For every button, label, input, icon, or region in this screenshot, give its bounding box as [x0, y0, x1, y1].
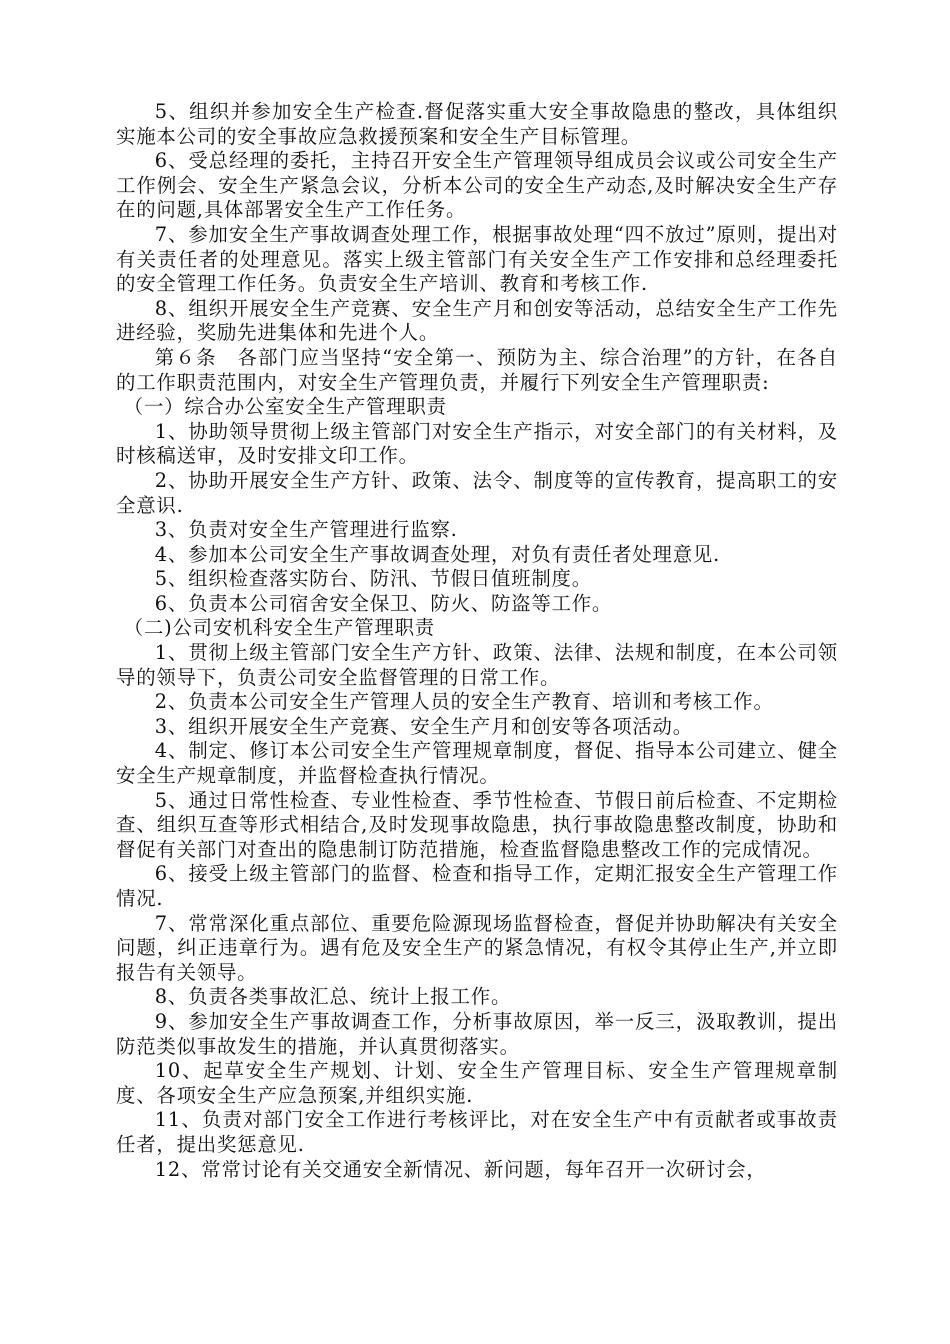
- paragraph-safety-item-2: 2、负责本公司安全生产管理人员的安全生产教育、培训和考核工作。: [154, 690, 774, 714]
- paragraph-office-item-2: 2、协助开展安全生产方针、政策、法令、制度等的宣传教育，提高职工的安全意识.: [116, 468, 838, 517]
- paragraph-item-7-accident-investigation: 7、参加安全生产事故调查处理工作，根据事故处理“四不放过”原则，提出对有关责任者的处理意见。落实上级主管部门有关安全生产工作安排和总经理委托的安全管理工作任务。负责安全生产培训、教育和考核工作.: [116, 222, 838, 296]
- paragraph-safety-item-3: 3、组织开展安全生产竞赛、安全生产月和创安等各项活动。: [154, 714, 693, 738]
- paragraph-office-item-4: 4、参加本公司安全生产事故调查处理，对负有责任者处理意见.: [154, 542, 721, 566]
- paragraph-office-item-6: 6、负责本公司宿舍安全保卫、防火、防盗等工作。: [154, 591, 613, 615]
- section-heading-safety-dept: （二)公司安机科安全生产管理职责: [123, 616, 435, 640]
- paragraph-safety-item-11: 11、负责对部门安全工作进行考核评比，对在安全生产中有贡献者或事故责任者，提出奖惩意见.: [116, 1108, 838, 1156]
- paragraph-safety-item-9: 9、参加安全生产事故调查工作，分析事故原因，举一反三，汲取教训，提出防范类似事故发生的措施，并认真贯彻落实。: [116, 1009, 838, 1058]
- paragraph-item-5-org-inspection: 5、组织并参加安全生产检查.督促落实重大安全事故隐患的整改，具体组织实施本公司的安全事故应急救援预案和安全生产目标管理。: [116, 100, 838, 148]
- paragraph-safety-item-4: 4、制定、修订本公司安全生产管理规章制度，督促、指导本公司建立、健全安全生产规章制度，并监督检查执行情况。: [116, 739, 838, 788]
- paragraph-office-item-1: 1、协助领导贯彻上级主管部门对安全生产指示，对安全部门的有关材料，及时核稿送审，及时安排文印工作。: [116, 419, 838, 468]
- paragraph-safety-item-7: 7、常常深化重点部位、重要危险源现场监督检查，督促并协助解决有关安全问题，纠正违章行为。遇有危及安全生产的紧急情况，有权令其停止生产,并立即报告有关领导。: [116, 911, 838, 984]
- paragraph-item-8-competitions: 8、组织开展安全生产竞赛、安全生产月和创安等活动，总结安全生产工作先进经验，奖励先进集体和先进个人。: [116, 296, 838, 345]
- paragraph-safety-item-10: 10、起草安全生产规划、计划、安全生产管理目标、安全生产管理规章制度、各项安全生产应急预案,并组织实施.: [116, 1059, 838, 1107]
- paragraph-safety-item-1: 1、贯彻上级主管部门安全生产方针、政策、法律、法规和制度，在本公司领导的领导下，负责公司安全监督管理的日常工作。: [116, 641, 838, 689]
- paragraph-office-item-3: 3、负责对安全生产管理进行监察.: [154, 518, 458, 542]
- document-page: [116, 100, 838, 1182]
- section-heading-general-office: （一）综合办公室安全生产管理职责: [123, 395, 447, 419]
- paragraph-safety-item-5: 5、通过日常性检查、专业性检查、季节性检查、节假日前后检查、不定期检查、组织互查等形式相结合,及时发现事故隐患，执行事故隐患整改制度，协助和督促有关部门对查出的隐患制订防范措施，检查监督隐患整改工作的完成情况。: [116, 788, 838, 861]
- paragraph-safety-item-8: 8、负责各类事故汇总、统计上报工作。: [154, 985, 512, 1009]
- paragraph-safety-item-12: 12、常常讨论有关交通安全新情况、新问题，每年召开一次研讨会，: [154, 1157, 767, 1181]
- paragraph-article-6: 第６条 各部门应当坚持“安全第一、预防为主、综合治理”的方针，在各自的工作职责范围内，对安全生产管理负责，并履行下列安全生产管理职责:: [116, 345, 838, 394]
- paragraph-office-item-5: 5、组织检查落实防台、防汛、节假日值班制度。: [154, 567, 592, 591]
- paragraph-item-6-meetings: 6、受总经理的委托，主持召开安全生产管理领导组成员会议或公司安全生产工作例会、安全生产紧急会议，分析本公司的安全生产动态,及时解决安全生产存在的问题,具体部署安全生产工作任务。: [116, 149, 838, 222]
- paragraph-safety-item-6: 6、接受上级主管部门的监督、检查和指导工作，定期汇报安全生产管理工作情况.: [116, 862, 838, 910]
